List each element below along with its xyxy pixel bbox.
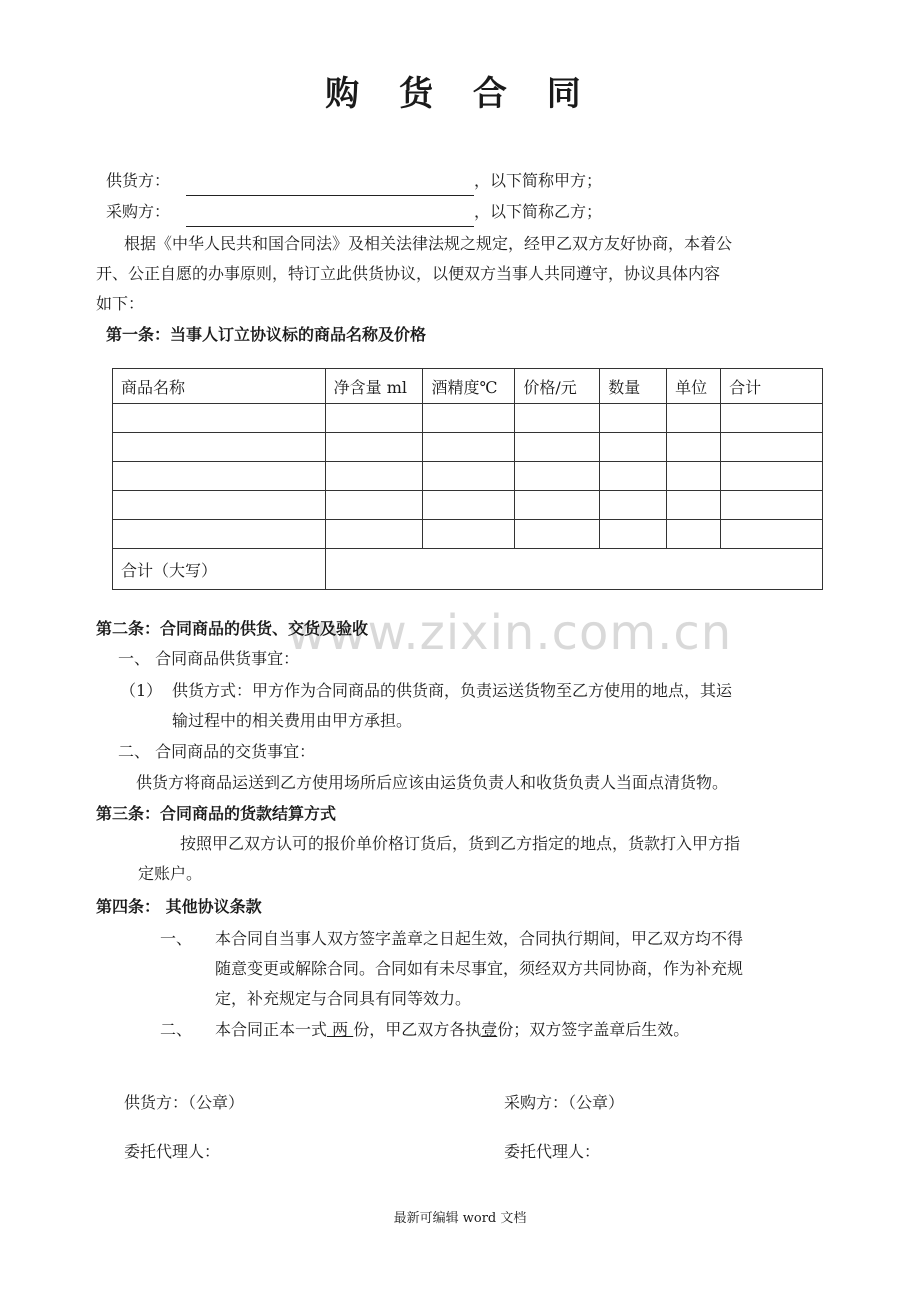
table-cell[interactable] xyxy=(423,404,515,433)
table-cell[interactable] xyxy=(721,433,823,462)
article2-item2: 二、 合同商品的交货事宜： xyxy=(118,742,316,761)
article4-heading: 第四条： 其他协议条款 xyxy=(96,897,262,916)
article2-item1-sub-line2: 输过程中的相关费用由甲方承担。 xyxy=(172,711,413,730)
table-cell[interactable] xyxy=(600,491,667,520)
article4-item2 xyxy=(215,1015,689,1045)
page-footer: 最新可编辑 word 文档 xyxy=(393,1211,527,1226)
table-header-row xyxy=(113,369,823,404)
article4-item1-num: 一、 xyxy=(160,929,193,948)
supplier-blank[interactable] xyxy=(186,173,474,196)
table-cell[interactable] xyxy=(600,520,667,549)
table-cell[interactable] xyxy=(667,433,721,462)
total-label: 合计（大写） xyxy=(113,549,326,590)
table-row xyxy=(113,404,823,433)
header-cell: 酒精度℃ xyxy=(423,369,515,404)
article4-item2-b: 份，甲乙双方各执 xyxy=(353,1020,482,1039)
buyer-blank[interactable] xyxy=(186,204,474,227)
article3-line1: 按照甲乙双方认可的报价单价格订货后，货到乙方指定的地点，货款打入甲方指 xyxy=(180,834,741,853)
table-cell[interactable] xyxy=(600,462,667,491)
table-cell[interactable] xyxy=(423,462,515,491)
table-row xyxy=(113,491,823,520)
article4-item2-num: 二、 xyxy=(160,1020,193,1039)
table-cell[interactable] xyxy=(515,520,600,549)
header-cell: 商品名称 xyxy=(113,369,326,404)
buyer-suffix: ，以下简称乙方； xyxy=(474,202,603,221)
table-cell[interactable] xyxy=(113,491,326,520)
header-cell: 合计 xyxy=(721,369,823,404)
table-cell[interactable] xyxy=(113,520,326,549)
table-cell[interactable] xyxy=(721,404,823,433)
table-row xyxy=(113,433,823,462)
intro-line-1: 根据《中华人民共和国合同法》及相关法律法规之规定，经甲乙双方友好协商，本着公 xyxy=(124,234,733,253)
article2-heading: 第二条：合同商品的供货、交货及验收 xyxy=(96,619,369,638)
table-row xyxy=(113,462,823,491)
table-cell[interactable] xyxy=(515,491,600,520)
buyer-agent: 委托代理人： xyxy=(504,1142,601,1161)
table-cell[interactable] xyxy=(515,404,600,433)
each-count: 壹 xyxy=(481,1020,498,1039)
header-cell: 净含量 ml xyxy=(325,369,423,404)
table-cell[interactable] xyxy=(113,404,326,433)
table-total-row xyxy=(113,549,823,590)
goods-table xyxy=(112,368,823,590)
article2-item1: 一、 合同商品供货事宜： xyxy=(118,649,300,668)
header-cell: 数量 xyxy=(600,369,667,404)
article2-item1-sub-num: （1） xyxy=(120,681,163,700)
table-cell[interactable] xyxy=(667,520,721,549)
table-cell[interactable] xyxy=(113,462,326,491)
table-cell[interactable] xyxy=(667,491,721,520)
table-cell[interactable] xyxy=(325,462,423,491)
article2-item2-text: 供货方将商品运送到乙方使用场所后应该由运货负责人和收货负责人当面点清货物。 xyxy=(136,773,729,792)
buyer-line xyxy=(106,197,602,227)
page-title: 购 货 合 同 xyxy=(325,74,595,114)
article4-item1-line3: 定，补充规定与合同具有同等效力。 xyxy=(215,989,472,1008)
table-cell[interactable] xyxy=(721,520,823,549)
article4-item2-a: 本合同正本一式 xyxy=(215,1020,328,1039)
table-cell[interactable] xyxy=(600,433,667,462)
supplier-label: 供货方： xyxy=(106,171,171,190)
copies-count: 两 xyxy=(327,1020,354,1039)
table-cell[interactable] xyxy=(423,491,515,520)
supplier-seal: 供货方：（公章） xyxy=(124,1093,245,1112)
table-cell[interactable] xyxy=(667,404,721,433)
intro-line-2: 开、公正自愿的办事原则，特订立此供货协议，以便双方当事人共同遵守，协议具体内容 xyxy=(96,264,721,283)
article1-heading: 第一条：当事人订立协议标的商品名称及价格 xyxy=(106,325,427,344)
article4-item1-line2: 随意变更或解除合同。合同如有未尽事宜，须经双方共同协商，作为补充规 xyxy=(215,959,744,978)
table-cell[interactable] xyxy=(515,433,600,462)
header-cell: 单位 xyxy=(667,369,721,404)
article2-item1-sub-line1: 供货方式：甲方作为合同商品的供货商，负责运送货物至乙方使用的地点，其运 xyxy=(172,681,733,700)
table-cell[interactable] xyxy=(325,491,423,520)
table-cell[interactable] xyxy=(325,520,423,549)
table-cell[interactable] xyxy=(423,433,515,462)
table-cell[interactable] xyxy=(113,433,326,462)
buyer-seal: 采购方：（公章） xyxy=(504,1093,625,1112)
table-row xyxy=(113,520,823,549)
article4-item1-line1: 本合同自当事人双方签字盖章之日起生效，合同执行期间，甲乙双方均不得 xyxy=(215,929,744,948)
article3-heading: 第三条：合同商品的货款结算方式 xyxy=(96,804,337,823)
table-cell[interactable] xyxy=(721,491,823,520)
supplier-line xyxy=(106,166,602,196)
article4-item2-c: 份；双方签字盖章后生效。 xyxy=(497,1020,690,1039)
table-cell[interactable] xyxy=(515,462,600,491)
supplier-suffix: ，以下简称甲方； xyxy=(474,171,603,190)
header-cell: 价格/元 xyxy=(515,369,600,404)
table-cell[interactable] xyxy=(325,433,423,462)
table-cell[interactable] xyxy=(667,462,721,491)
buyer-label: 采购方： xyxy=(106,202,171,221)
watermark: www.zixin.com.cn xyxy=(287,605,733,661)
table-cell[interactable] xyxy=(721,462,823,491)
table-cell[interactable] xyxy=(423,520,515,549)
article3-line2: 定账户。 xyxy=(138,864,203,883)
supplier-agent: 委托代理人： xyxy=(124,1142,221,1161)
table-cell[interactable] xyxy=(325,404,423,433)
total-amount-cell[interactable] xyxy=(325,549,822,590)
table-cell[interactable] xyxy=(600,404,667,433)
intro-line-3: 如下： xyxy=(96,294,145,313)
